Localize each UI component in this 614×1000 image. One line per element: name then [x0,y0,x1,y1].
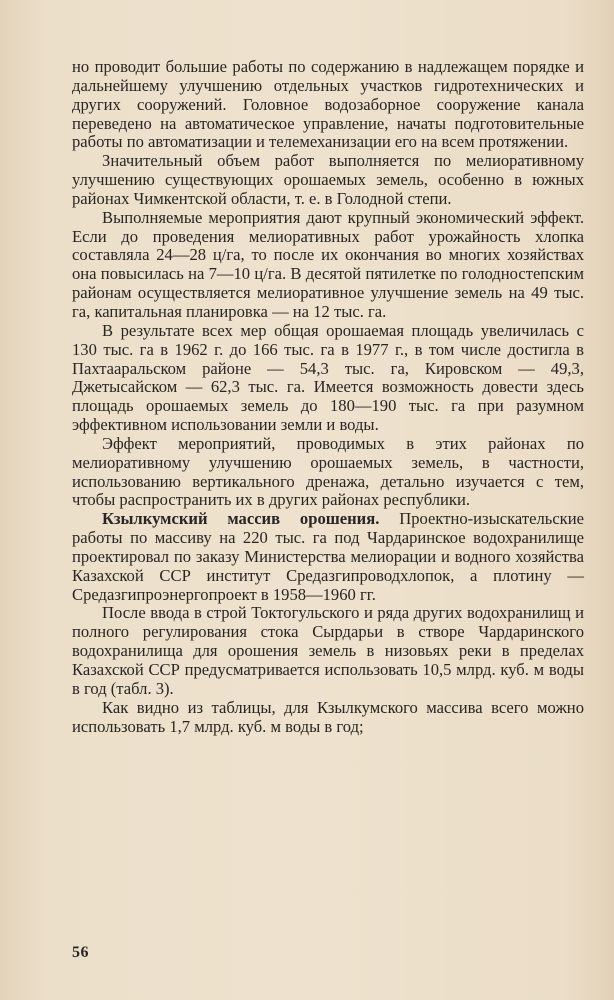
paragraph-text: но проводит большие работы по содержанию в надлежащем порядке и дальнейшему улучшению отдельных участков гидротехнических и других сооружений. Головное водозаборное сооружение канала переведено на автоматическое управление, начаты подготовительные работы по автоматизации и телемеханизации его на всем протяжении. [72,57,584,152]
paragraph-text: Значительный объем работ выполняется по мелиоративному улучшению существующих орошаемых земель, особенно в южных районах Чимкентской области, т. е. в Голодной степи. [72,151,584,208]
paragraph [72,510,584,604]
paragraph [72,699,584,737]
paragraph-text: В результате всех мер общая орошаемая площадь увеличилась с 130 тыс. га в 1962 г. до 166 тыс. га в 1977 г., в том числе достигла в Пахтааральском районе — 54,3 тыс. га, Кировском — 49,3, Джетысайском — 62,3 тыс. га. Имеется возможность довести здесь площадь орошаемых земель до 180—190 тыс. га при разумном эффективном использовании земли и воды. [72,320,584,435]
paragraph [72,435,584,510]
paragraph [72,604,584,698]
paragraph-text: Проектно-изыскательские работы по массиву на 220 тыс. га под Чардаринское водохранилище проектировал по заказу Министерства мелиорации и водного хозяйства Казахской ССР институт Средазгипроводхлопок, а плотину — Средазгипроэнергопроект в 1958—1960 гг. [72,509,584,604]
paragraph [72,152,584,209]
paragraph [72,322,584,435]
paragraph [72,58,584,152]
paragraph-text: Выполняемые мероприятия дают крупный экономический эффект. Если до проведения мелиоративных работ урожайность хлопка составляла 24—28 ц/га, то после их окончания во многих хозяйствах она повысилась на 7—10 ц/га. В десятой пятилетке по голодностепским районам осуществляется мелиоративное улучшение земель на 49 тыс. га, капитальная планировка — на 12 тыс. га. [72,207,584,321]
paragraph-text: Как видно из таблицы, для Кзылкумского массива всего можно использовать 1,7 млрд. куб. м воды в год; [72,697,584,736]
page-number: 56 [72,944,89,961]
section-heading: Кзылкумский массив орошения. [102,509,380,529]
paragraph [72,209,584,322]
body-text [72,58,584,736]
paragraph-text: Эффект мероприятий, проводимых в этих районах по мелиоративному улучшению орошаемых земель, в частности, использованию вертикального дренажа, детально изучается с тем, чтобы распространить их в других районах республики. [72,433,584,510]
paragraph-text: После ввода в строй Токтогульского и ряда других водохранилищ и полного регулирования стока Сырдарьи в створе Чардаринского водохранилища для орошения земель в низовьях реки в пределах Казахской ССР предусматривается использовать 10,5 млрд. куб. м воды в год (табл. 3). [72,603,584,698]
